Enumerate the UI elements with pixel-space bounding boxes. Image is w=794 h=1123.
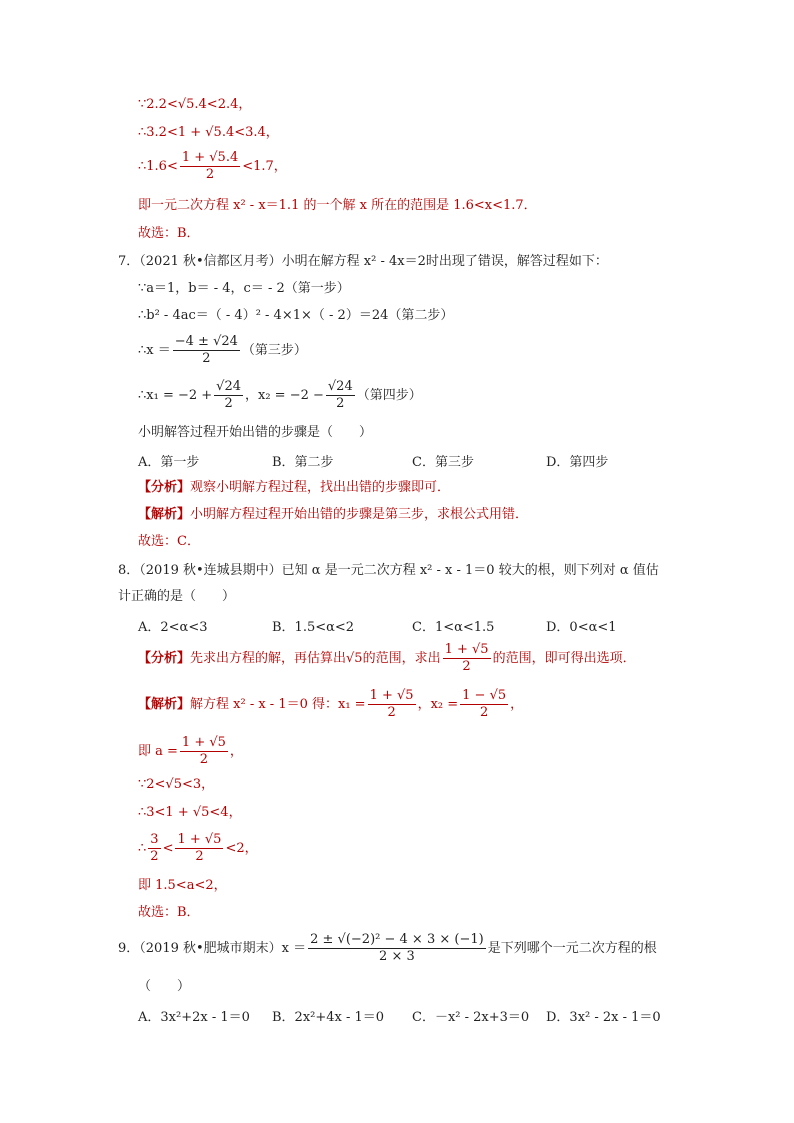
q7-step3-post: （第三步） [241, 343, 307, 358]
q7-option-b[interactable]: B．第二步 [272, 455, 334, 470]
q8-analysis-den: 2 [462, 659, 471, 674]
q9-frac-num: 2 ± √(−2)² − 4 × 3 × (−1) [310, 932, 484, 947]
q7-step3-den: 2 [202, 351, 211, 366]
q9-frac-den: 2 × 3 [379, 949, 415, 964]
q7-solution-text: 小明解方程过程开始出错的步骤是第三步，求根公式用错． [190, 507, 529, 522]
q8-solution-frac2 [460, 688, 508, 721]
q8-result4-mid: < [162, 841, 174, 856]
q8-result4-post: <2， [225, 841, 258, 856]
q7-stem: 7．（2021 秋•信都区月考）小明在解方程 x² - 4x＝2时出现了错误，解答过程如下： [118, 254, 608, 269]
q8-result4-num1: 3 [150, 832, 159, 847]
q9-option-c[interactable]: C．－x² - 2x+3＝0 [412, 1010, 530, 1025]
q8-result1-den: 2 [199, 752, 209, 767]
q6-line2: ∴3.2<1 + √5.4<3.4， [138, 125, 279, 140]
q8-result1-fraction [180, 735, 228, 768]
q8-option-c[interactable]: C．1<α<1.5 [412, 620, 495, 635]
q8-result3: ∴3<1 + √5<4， [138, 805, 242, 820]
q9-option-b[interactable]: B．2x²+4x - 1＝0 [272, 1010, 385, 1025]
q7-step4-den1: 2 [224, 396, 233, 411]
q8-result1-pre: 即 a = [138, 744, 178, 759]
q7-step4-mid: ，x₂ = −2 − [245, 388, 324, 403]
q7-step3-fraction [173, 334, 240, 367]
q6-choice: 故选：B． [138, 226, 200, 241]
q8-result4-den1: 2 [150, 849, 159, 864]
q7-step4-pre: ∴x₁ = −2 + [138, 388, 213, 403]
q7-step4-frac1 [214, 379, 243, 412]
q7-step4-post: （第四步） [356, 388, 422, 403]
q6-line3 [138, 150, 287, 183]
q7-step4-den2: 2 [336, 396, 345, 411]
q8-analysis-post: 的范围，即可得出选项． [492, 651, 636, 666]
q8-solution [138, 688, 523, 721]
q8-analysis-pre: 先求出方程的解，再估算出√5的范围，求出 [190, 651, 441, 666]
q8-analysis-num: 1 + √5 [444, 642, 489, 657]
q8-result1-post: ， [229, 744, 243, 759]
q6-line1: ∵2.2<√5.4<2.4， [138, 97, 252, 112]
q7-step4-frac2 [326, 379, 355, 412]
q9-stem-pre: 9．（2019 秋•肥城市期末）x ＝ [118, 941, 307, 956]
q9-fraction [308, 932, 486, 965]
q7-step2: ∴b² - 4ac＝（ - 4）² - 4×1×（ - 2）＝24（第二步） [138, 308, 454, 323]
q7-step1: ∵a＝1，b＝ - 4，c＝ - 2（第一步） [138, 281, 350, 296]
q8-result5: 即 1.5<a<2， [138, 878, 227, 893]
q8-solution-frac1 [368, 688, 416, 721]
q8-result4-den2: 2 [195, 849, 204, 864]
q7-option-d[interactable]: D．第四步 [546, 455, 609, 470]
q8-result4 [138, 832, 258, 865]
q8-result1-num: 1 + √5 [181, 735, 226, 750]
q8-solution-num1: 1 + √5 [369, 688, 414, 703]
q7-question: 小明解答过程开始出错的步骤是（ ） [138, 425, 373, 440]
q8-option-b[interactable]: B．1.5<α<2 [272, 620, 355, 635]
q6-frac-den: 2 [205, 167, 215, 182]
q8-result4-frac2 [175, 832, 223, 865]
q7-step3 [138, 334, 307, 367]
q8-analysis [138, 642, 636, 675]
q8-solution-tag: 【解析】 [138, 697, 191, 712]
q8-stem-line1: 8．（2019 秋•连城县期中）已知 α 是一元二次方程 x² - x - 1＝0 较大的根，则下列对 α 值估 [118, 563, 659, 578]
q7-solution [138, 506, 528, 524]
q8-option-a[interactable]: A．2<α<3 [138, 620, 208, 635]
q8-solution-post: ， [510, 697, 524, 712]
q8-result2: ∵2<√5<3， [138, 777, 215, 792]
q7-step4-num2: √24 [327, 379, 353, 394]
q8-solution-num2: 1 − √5 [462, 688, 507, 703]
q6-conclusion: 即一元二次方程 x² - x＝1.1 的一个解 x 所在的范围是 1.6<x<1.7． [138, 198, 537, 213]
q7-step3-num: −4 ± √24 [174, 334, 238, 349]
q7-analysis-text: 观察小明解方程过程，找出出错的步骤即可． [190, 480, 451, 495]
q8-solution-pre: 解方程 x² - x - 1＝0 得：x₁ = [190, 697, 366, 712]
q7-solution-tag: 【解析】 [138, 507, 191, 522]
q8-solution-mid: ，x₂ = [417, 697, 459, 712]
q8-solution-den1: 2 [387, 705, 396, 720]
q8-solution-den2: 2 [480, 705, 489, 720]
q8-result1 [138, 735, 243, 768]
q7-analysis-tag: 【分析】 [138, 480, 191, 495]
q8-option-d[interactable]: D．0<α<1 [546, 620, 617, 635]
q6-fraction [180, 150, 240, 183]
q7-step3-pre: ∴x ＝ [138, 343, 171, 358]
q9-stem-post: 是下列哪个一元二次方程的根 [487, 941, 657, 956]
q8-result4-pre: ∴ [138, 841, 147, 856]
q8-stem-line2: 计正确的是（ ） [118, 589, 236, 604]
q8-analysis-fraction [443, 642, 491, 675]
q7-option-c[interactable]: C．第三步 [412, 455, 474, 470]
q9-option-d[interactable]: D．3x² - 2x - 1＝0 [546, 1010, 661, 1025]
q8-analysis-tag: 【分析】 [138, 651, 191, 666]
q9-paren: （ ） [138, 979, 191, 994]
q7-step4 [138, 379, 422, 412]
q7-choice: 故选：C． [138, 534, 200, 549]
q9-stem [118, 932, 657, 965]
q7-step4-num1: √24 [216, 379, 241, 394]
q7-analysis [138, 479, 450, 497]
q6-frac-num: 1 + √5.4 [181, 150, 239, 165]
q8-result4-frac1 [148, 832, 160, 865]
q9-option-a[interactable]: A．3x²+2x - 1＝0 [138, 1010, 250, 1025]
q6-line3-post: <1.7， [242, 159, 287, 174]
q6-line3-pre: ∴1.6< [138, 159, 178, 174]
q7-option-a[interactable]: A．第一步 [138, 455, 200, 470]
q8-result4-num2: 1 + √5 [177, 832, 222, 847]
q8-choice: 故选：B． [138, 905, 200, 920]
